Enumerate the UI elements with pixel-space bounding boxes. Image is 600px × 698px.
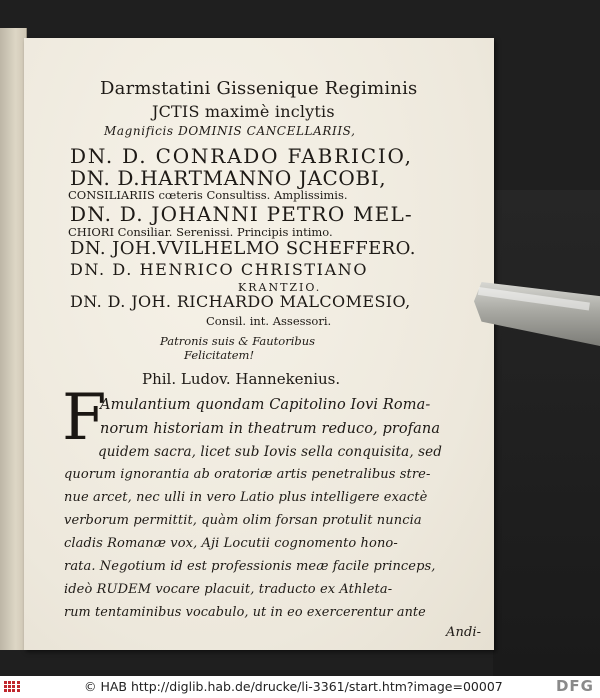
heading-line-1: Darmstatini Gissenique Regiminis [100, 78, 418, 99]
body-line-6: verborum permittit, quàm olim forsan protulit nuncia [64, 513, 422, 528]
name-line-5: CHIORI Consiliar. Serenissi. Principis intimo. [68, 225, 333, 239]
body-line-4: quorum ignorantia ab oratoriæ artis penetralibus stre- [64, 467, 431, 482]
salutation-line-2: Felicitatem! [184, 348, 255, 362]
body-line-10: rum tentaminibus vocabulo, ut in eo exercerentur ante [64, 605, 426, 620]
name-line-8: KRANTZIO. [238, 281, 322, 294]
previous-page-edge [0, 28, 27, 650]
salutation-line-1: Patronis suis & Fautoribus [160, 334, 316, 348]
body-line-3: quidem sacra, licet sub Iovis sella conquisita, sed [98, 444, 442, 460]
body-line-7: cladis Romanæ vox, Aji Locutii cognomento hono- [64, 536, 398, 551]
body-line-2: norum historiam in theatrum reduco, profana [100, 421, 441, 437]
name-line-10: Consil. int. Assessori. [206, 314, 332, 328]
catchword: Andi- [446, 625, 482, 640]
heading-line-2: JCTIS maximè inclytis [152, 102, 335, 121]
heading-line-3: Magnificis DOMINIS CANCELLARIIS, [104, 124, 356, 138]
hab-logo-icon [4, 679, 64, 695]
name-line-6: DN. JOH.VVILHELMO SCHEFFERO. [70, 238, 416, 259]
name-line-7: DN. D. HENRICO CHRISTIANO [70, 260, 369, 279]
name-line-9: DN. D. JOH. RICHARDO MALCOMESIO, [70, 292, 411, 311]
name-line-2: DN. D.HARTMANNO JACOBI, [70, 166, 387, 190]
body-line-8: rata. Negotium id est professionis meæ facile princeps, [64, 559, 436, 574]
scan-right-margin [493, 190, 600, 676]
name-line-3: CONSILIARIIS cœteris Consultiss. Amplissimis. [68, 188, 348, 202]
body-line-9: ideò RUDEM vocare placuit, traducto ex Athleta- [64, 582, 393, 597]
body-line-1: Amulantium quondam Capitolino Iovi Roma- [100, 397, 431, 413]
footer-bar [0, 676, 600, 698]
decorated-initial: F [62, 381, 107, 455]
dfg-logo: DFG [555, 677, 594, 695]
footer-copyright: © HAB http://diglib.hab.de/drucke/li-3361/start.htm?image=00007 [84, 679, 503, 694]
name-line-4: DN. D. JOHANNI PETRO MEL- [70, 202, 413, 226]
body-line-5: nue arcet, nec ulli in vero Latio plus intelligere exactè [64, 490, 428, 505]
author-line: Phil. Ludov. Hannekenius. [142, 370, 341, 388]
name-line-1: DN. D. CONRADO FABRICIO, [70, 144, 413, 168]
